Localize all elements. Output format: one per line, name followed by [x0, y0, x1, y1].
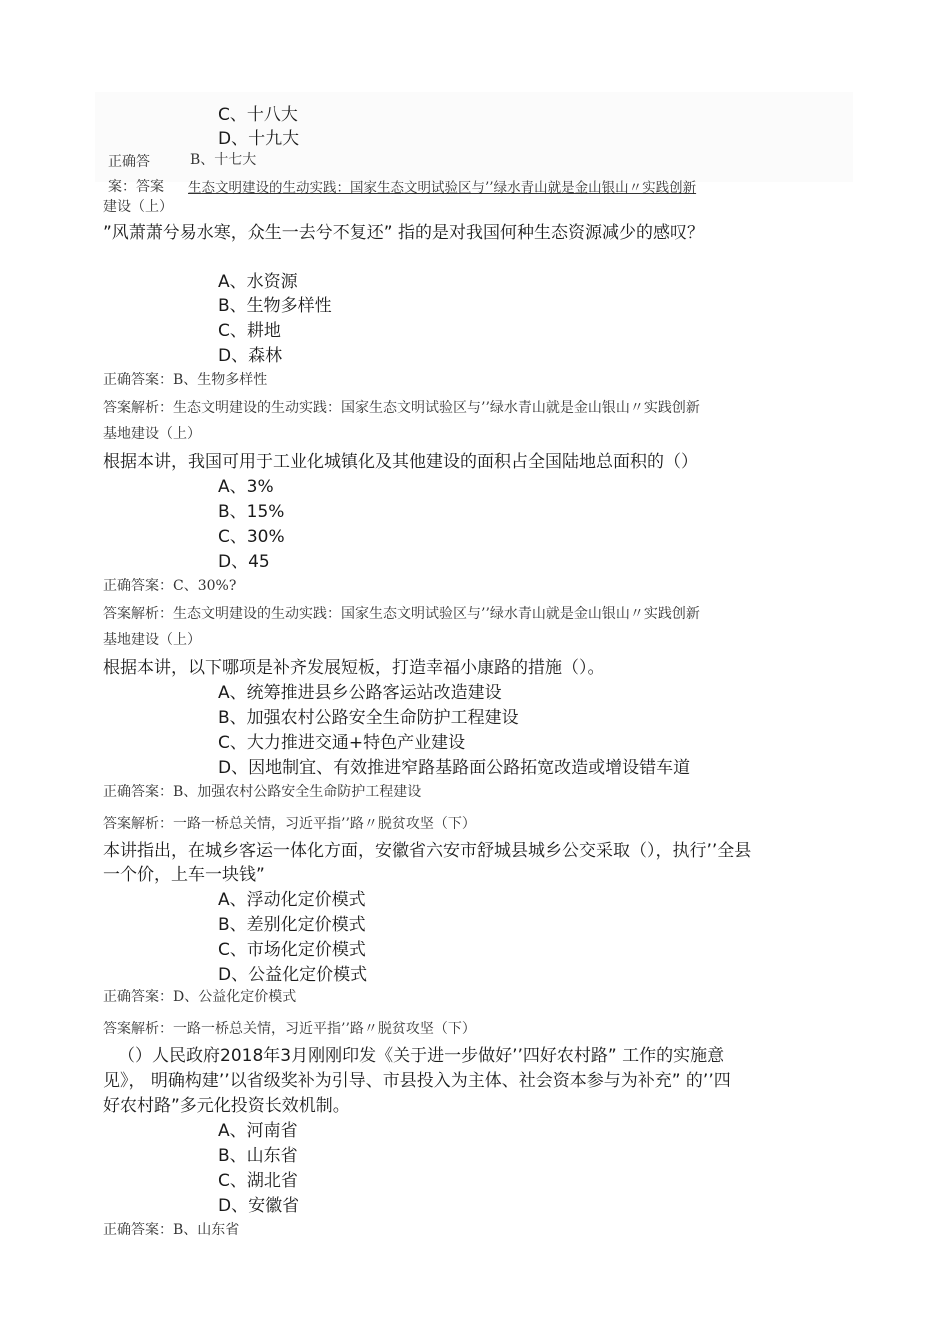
question-text-cont2: 好农村路”多元化投资长效机制。 — [103, 1096, 350, 1116]
option-c: C、湖北省 — [218, 1171, 298, 1191]
question-text-cont: 一个价，上车一块钱” — [103, 865, 265, 885]
option-a: A、河南省 — [218, 1121, 298, 1141]
option-d: D、十九大 — [218, 129, 300, 149]
option-d: D、45 — [218, 552, 270, 572]
question-text: 本讲指出，在城乡客运一体化方面，安徽省六安市舒城县城乡公交采取（），执行’’全县 — [103, 841, 752, 861]
answer-analysis-cont: 基地建设（上） — [103, 632, 201, 648]
option-c: C、耕地 — [218, 321, 281, 341]
correct-answer: 正确答案：D、公益化定价模式 — [103, 989, 297, 1005]
option-a: A、水资源 — [218, 272, 298, 292]
analysis-text: 生态文明建设的生动实践：国家生态文明试验区与’’绿水青山就是金山银山〃实践创新 — [188, 180, 697, 196]
option-c: C、30% — [218, 527, 285, 547]
option-a: A、统筹推进县乡公路客运站改造建设 — [218, 683, 502, 703]
answer-analysis: 答案解析：一路一桥总关情，习近平指’’路〃脱贫攻坚（下） — [103, 816, 476, 832]
option-a: A、浮动化定价模式 — [218, 890, 366, 910]
correct-answer: 正确答案：B、加强农村公路安全生命防护工程建设 — [103, 784, 422, 800]
answer-analysis: 答案解析：生态文明建设的生动实践：国家生态文明试验区与’’绿水青山就是金山银山〃实践创新 — [103, 606, 700, 622]
correct-answer: 正确答案：C、30%? — [103, 578, 237, 594]
option-d: D、因地制宜、有效推进窄路基路面公路拓宽改造或增设错车道 — [218, 758, 691, 778]
answer-analysis: 答案解析：生态文明建设的生动实践：国家生态文明试验区与’’绿水青山就是金山银山〃实践创新 — [103, 400, 700, 416]
question-text: 根据本讲，以下哪项是补齐发展短板，打造幸福小康路的措施（）。 — [103, 658, 605, 678]
option-c: C、大力推进交通+特色产业建设 — [218, 733, 466, 753]
answer-value: B、十七大 — [190, 152, 257, 168]
answer-label: 正确答 — [108, 154, 150, 170]
option-d: D、森林 — [218, 346, 283, 366]
option-b: B、生物多样性 — [218, 296, 332, 316]
option-c: C、市场化定价模式 — [218, 940, 366, 960]
question-text: ”风萧萧兮易水寒，众生一去兮不复还” 指的是对我国何种生态资源减少的感叹？ — [103, 223, 705, 243]
option-c: C、十八大 — [218, 105, 298, 125]
question-text: 根据本讲，我国可用于工业化城镇化及其他建设的面积占全国陆地总面积的（） — [103, 452, 698, 472]
option-b: B、差别化定价模式 — [218, 915, 366, 935]
correct-answer: 正确答案：B、生物多样性 — [103, 372, 268, 388]
option-b: B、山东省 — [218, 1146, 298, 1166]
option-b: B、15% — [218, 502, 285, 522]
option-a: A、3% — [218, 477, 274, 497]
option-d: D、公益化定价模式 — [218, 965, 368, 985]
answer-analysis: 答案解析：一路一桥总关情，习近平指’’路〃脱贫攻坚（下） — [103, 1021, 476, 1037]
question-text-cont: 见》， 明确构建’’以省级奖补为引导、市县投入为主体、社会资本参与为补充” 的’’四 — [103, 1071, 731, 1091]
option-b: B、加强农村公路安全生命防护工程建设 — [218, 708, 519, 728]
question-text: （）人民政府2018年3月刚刚印发《关于进一步做好’’四好农村路” 工作的实施意 — [118, 1046, 725, 1066]
option-d: D、安徽省 — [218, 1196, 300, 1216]
analysis-text-cont: 建设（上） — [103, 199, 173, 215]
answer-analysis-cont: 基地建设（上） — [103, 426, 201, 442]
correct-answer: 正确答案：B、山东省 — [103, 1222, 240, 1238]
answer-label-cont: 案：答案 — [108, 179, 164, 195]
